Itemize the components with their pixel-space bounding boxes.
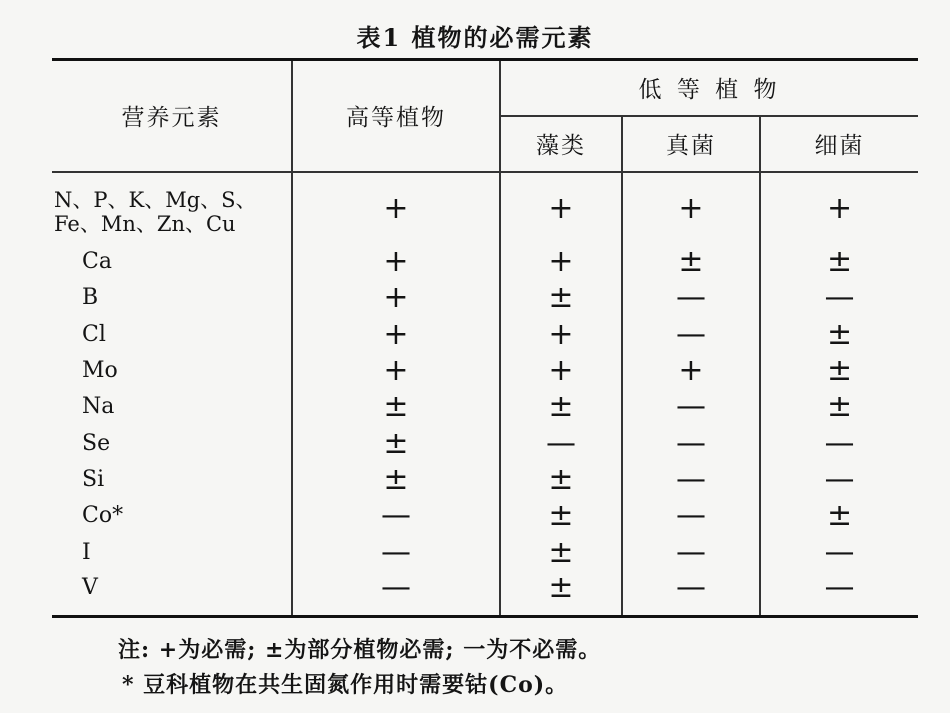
fungi-requirement-cell: —	[622, 461, 760, 497]
header-nutrient: 营养元素	[52, 60, 292, 172]
bacteria-requirement-cell: ±	[760, 352, 918, 388]
table-row	[52, 570, 918, 617]
table-row	[52, 280, 918, 316]
element-cell: Na	[82, 394, 115, 420]
bacteria-requirement-cell: —	[760, 280, 918, 316]
algae-requirement-cell: ±	[500, 534, 622, 570]
fungi-requirement-cell: —	[622, 316, 760, 352]
essential-elements-table	[52, 58, 918, 618]
algae-requirement-cell: ±	[500, 461, 622, 497]
header-algae: 藻类	[500, 116, 622, 172]
bacteria-requirement-cell: —	[760, 425, 918, 461]
algae-requirement-cell: +	[500, 352, 622, 388]
higher-requirement-cell: —	[292, 570, 500, 617]
bacteria-requirement-cell: ±	[760, 498, 918, 534]
higher-requirement-cell: —	[292, 498, 500, 534]
algae-requirement-cell: ±	[500, 280, 622, 316]
fungi-requirement-cell: —	[622, 534, 760, 570]
higher-requirement-cell: +	[292, 352, 500, 388]
higher-requirement-cell: ±	[292, 425, 500, 461]
higher-requirement-cell: +	[292, 172, 500, 244]
fungi-requirement-cell: —	[622, 425, 760, 461]
higher-requirement-cell: +	[292, 244, 500, 280]
element-cell: Se	[82, 430, 111, 456]
table-row	[52, 534, 918, 570]
algae-requirement-cell: ±	[500, 389, 622, 425]
header-fungi: 真菌	[622, 116, 760, 172]
footnote-cobalt: * 豆科植物在共生固氮作用时需要钴(Co)。	[122, 672, 569, 698]
element-cell: B	[82, 285, 99, 311]
table-body	[52, 172, 918, 617]
algae-requirement-cell: +	[500, 316, 622, 352]
table-row	[52, 172, 918, 244]
algae-requirement-cell: —	[500, 425, 622, 461]
element-cell: Co*	[82, 503, 124, 529]
table-row	[52, 352, 918, 388]
bacteria-requirement-cell: —	[760, 570, 918, 617]
higher-requirement-cell: +	[292, 316, 500, 352]
table-row	[52, 244, 918, 280]
bacteria-requirement-cell: +	[760, 172, 918, 244]
table-row	[52, 461, 918, 497]
algae-requirement-cell: +	[500, 172, 622, 244]
footnote-legend: 注: +为必需; ±为部分植物必需; 一为不必需。	[118, 637, 602, 663]
table-title: 表1 植物的必需元素	[356, 23, 594, 52]
fungi-requirement-cell: —	[622, 570, 760, 617]
fungi-requirement-cell: ±	[622, 244, 760, 280]
fungi-requirement-cell: +	[622, 352, 760, 388]
fungi-requirement-cell: +	[622, 172, 760, 244]
algae-requirement-cell: ±	[500, 570, 622, 617]
table-row	[52, 389, 918, 425]
header-bacteria: 细菌	[760, 116, 918, 172]
higher-requirement-cell: ±	[292, 461, 500, 497]
bacteria-requirement-cell: ±	[760, 316, 918, 352]
bacteria-requirement-cell: ±	[760, 389, 918, 425]
table-row	[52, 425, 918, 461]
element-cell: Mo	[82, 358, 118, 384]
element-cell: N、P、K、Mg、S、 Fe、Mn、Zn、Cu	[54, 188, 257, 236]
element-cell: Ca	[82, 249, 112, 275]
element-cell: Cl	[82, 321, 106, 347]
table-row	[52, 316, 918, 352]
higher-requirement-cell: —	[292, 534, 500, 570]
fungi-requirement-cell: —	[622, 280, 760, 316]
fungi-requirement-cell: —	[622, 498, 760, 534]
header-lower-plants: 低 等 植 物	[500, 60, 918, 116]
algae-requirement-cell: ±	[500, 498, 622, 534]
bacteria-requirement-cell: ±	[760, 244, 918, 280]
algae-requirement-cell: +	[500, 244, 622, 280]
table-row	[52, 498, 918, 534]
fungi-requirement-cell: —	[622, 389, 760, 425]
bacteria-requirement-cell: —	[760, 534, 918, 570]
higher-requirement-cell: +	[292, 280, 500, 316]
header-higher-plants: 高等植物	[292, 60, 500, 172]
higher-requirement-cell: ±	[292, 389, 500, 425]
element-cell: I	[82, 539, 91, 565]
element-cell: V	[52, 570, 292, 617]
element-cell: Si	[82, 466, 105, 492]
bacteria-requirement-cell: —	[760, 461, 918, 497]
